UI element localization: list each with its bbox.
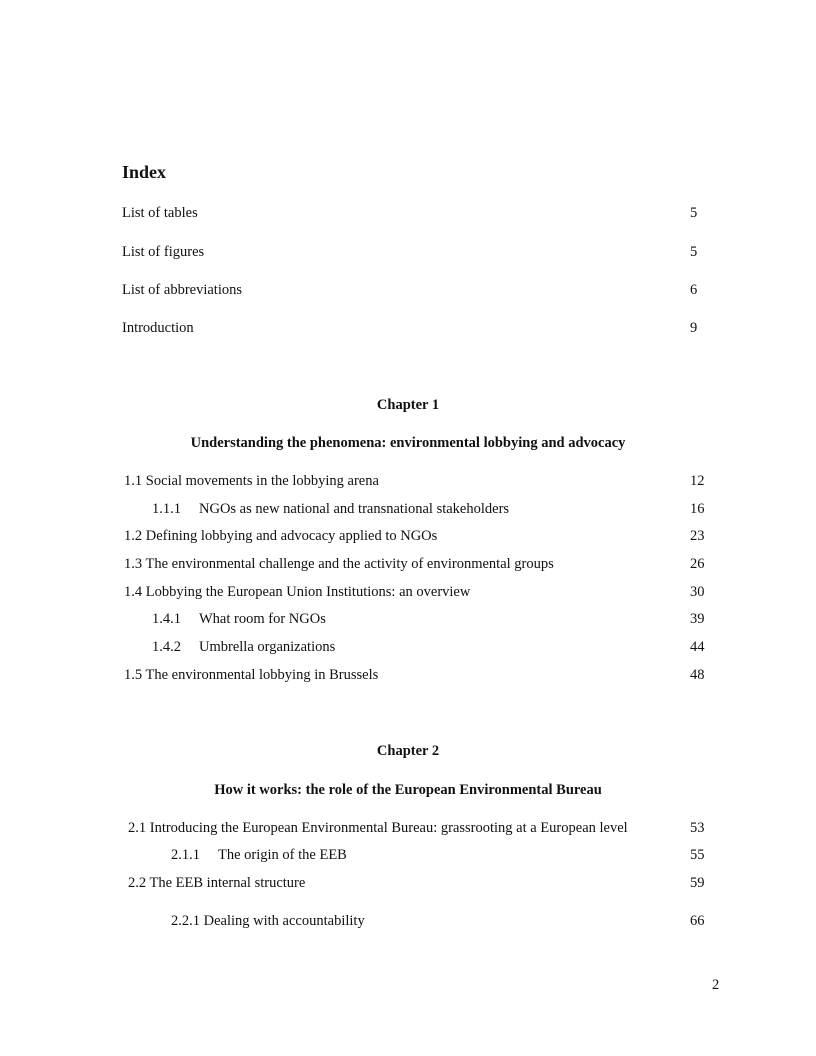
toc-entry-label[interactable]: The origin of the EEB — [218, 847, 347, 863]
toc-entry-label[interactable]: What room for NGOs — [199, 611, 326, 627]
toc-entry-page: 66 — [690, 913, 705, 929]
toc-entry-page: 48 — [690, 667, 705, 683]
toc-entry-label[interactable]: Introduction — [122, 320, 194, 336]
toc-entry-page: 9 — [690, 320, 698, 336]
toc-entry-label[interactable]: 1.2 Defining lobbying and advocacy applied to NGOs — [124, 528, 438, 544]
toc-entry-page: 5 — [690, 205, 698, 221]
toc-entry-page: 12 — [690, 473, 705, 489]
toc-entry-label[interactable]: 2.2.1 Dealing with accountability — [171, 913, 365, 929]
toc-entry-label[interactable]: 1.1 Social movements in the lobbying arena — [124, 473, 379, 489]
chapter-2-subtitle: How it works: the role of the European Environmental Bureau — [214, 782, 602, 798]
toc-entry-label[interactable]: 1.4 Lobbying the European Union Institutions: an overview — [124, 584, 471, 600]
toc-entry-label[interactable]: List of abbreviations — [122, 282, 243, 298]
toc-entry-page: 44 — [690, 639, 705, 655]
toc-entry-label[interactable]: List of figures — [122, 244, 205, 260]
toc-entry-label[interactable]: 1.3 The environmental challenge and the activity of environmental groups — [124, 556, 554, 572]
toc-entry-page: 5 — [690, 244, 698, 260]
toc-entry-label[interactable]: NGOs as new national and transnational stakeholders — [199, 501, 510, 517]
toc-entry-page: 16 — [690, 501, 705, 517]
toc-entry-label[interactable]: 2.1 Introducing the European Environmental Bureau: grassrooting at a European level — [128, 820, 628, 836]
toc-entry-label[interactable]: Umbrella organizations — [199, 639, 336, 655]
toc-entry-number: 1.4.1 — [152, 611, 181, 627]
toc-entry-page: 55 — [690, 847, 705, 863]
toc-entry-page: 23 — [690, 528, 705, 544]
toc-entry-page: 39 — [690, 611, 705, 627]
chapter-1-heading: Chapter 1 — [376, 397, 440, 413]
toc-entry-page: 59 — [690, 875, 705, 891]
toc-entry-page: 30 — [690, 584, 705, 600]
toc-entry-number: 1.1.1 — [152, 501, 181, 517]
chapter-1-subtitle: Understanding the phenomena: environmental lobbying and advocacy — [190, 435, 626, 451]
toc-entry-label[interactable]: 1.5 The environmental lobbying in Brussels — [124, 667, 379, 683]
toc-entry-number: 2.1.1 — [171, 847, 200, 863]
page-number: 2 — [712, 977, 720, 993]
toc-entry-page: 6 — [690, 282, 698, 298]
toc-entry-page: 26 — [690, 556, 705, 572]
toc-entry-label[interactable]: List of tables — [122, 205, 198, 221]
chapter-2-heading: Chapter 2 — [376, 743, 440, 759]
toc-entry-number: 1.4.2 — [152, 639, 181, 655]
toc-entry-label[interactable]: 2.2 The EEB internal structure — [128, 875, 306, 891]
index-title: Index — [122, 162, 167, 182]
toc-entry-page: 53 — [690, 820, 705, 836]
